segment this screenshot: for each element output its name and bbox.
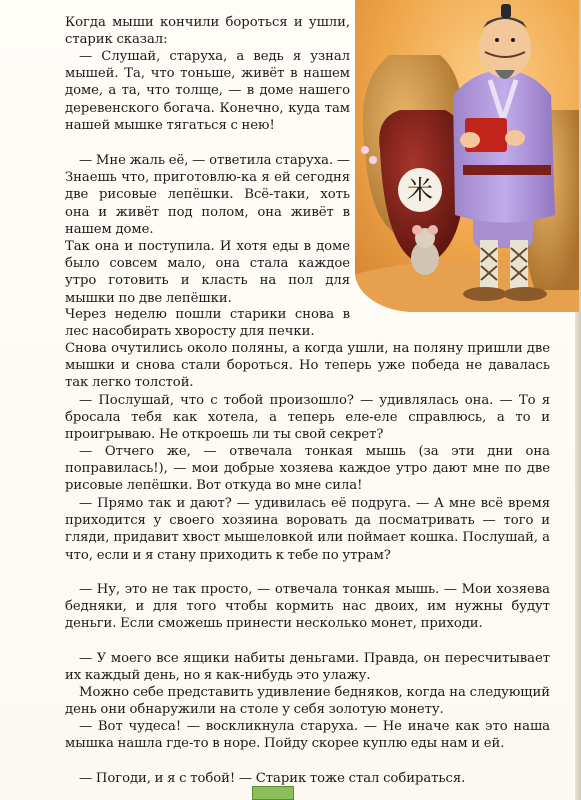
old-man-illustration	[355, 0, 579, 312]
paragraph-13: — Вот чудеса! — воскликнула старуха. — Не иначе как это наша мышка нашла где-то в норе. Пойду скорее куплю еды нам и ей.	[65, 719, 550, 752]
paragraph-1: Когда мыши кончили бороться и ушли, старик сказал:	[65, 15, 350, 48]
paragraph-14: — Погоди, и я с тобой! — Старик тоже стал собираться.	[79, 771, 466, 786]
paragraph-3: — Мне жаль её, — ответила старуха. — Знаешь что, приготовлю-ка я ей сегодня две рисовые лепёшки. Всё-таки, хоть она и живёт под полом, она живёт в нашем доме.	[65, 153, 350, 237]
eye-right	[511, 38, 515, 42]
paragraph-6: Снова очутились около поляны, а когда ушли, на поляну пришли две мышки и снова стали бороться. Но теперь уже победа не давалась так легко толстой.	[65, 341, 550, 391]
paragraph-10: — Ну, это не так просто, — отвечала тонкая мышь. — Мои хозяева бедняки, и для того чтобы кормить нас двоих, им нужны будут деньги. Если сможешь принести несколько монет, приходи.	[65, 582, 550, 632]
head	[479, 18, 531, 78]
sash	[463, 165, 551, 175]
eye-left	[495, 38, 499, 42]
flower	[369, 156, 377, 164]
jar-glyph: 米	[406, 176, 434, 206]
flower	[361, 146, 369, 154]
paragraph-2: — Слушай, старуха, а ведь я узнал мышей. Та, что тоньше, живёт в нашем доме, а та, что толще, — в доме нашего деревенского богача. Конечно, куда там нашей мышке тягаться с нею!	[65, 49, 350, 133]
hand-left	[460, 132, 480, 148]
paragraph-8: — Отчего же, — отвечала тонкая мышь (за эти дни она поправилась!), — мои добрые хозяева каждое утро дают мне по две рисовые лепёшки. Вот откуда во мне сила!	[65, 444, 550, 494]
leg-wrap-right	[510, 240, 528, 290]
folio-tab	[252, 786, 294, 800]
illustration	[355, 0, 579, 312]
paragraph-5: Через неделю пошли старики снова в лес насобирать хворосту для печки.	[65, 307, 350, 340]
mouse-ear-left	[412, 225, 422, 235]
sandal-left	[463, 287, 507, 301]
leg-wrap-left	[480, 240, 498, 290]
paragraph-9: — Прямо так и дают? — удивилась её подруга. — А мне всё время приходится у своего хозяина воровать да посматривать — того и гляди, придавит хвост мышеловкой или поймает кошка. Послушай, а что, если и я стану приходить к тебе по утрам?	[65, 496, 550, 563]
hand-right	[505, 130, 525, 146]
paragraph-12: Можно себе представить удивление бедняков, когда на следующий день они обнаружили на столе у себя золотую монету.	[65, 685, 550, 718]
paragraph-4: Так она и поступила. И хотя еды в доме было совсем мало, она стала каждое утро готовить и класть на пол для мышки по две лепёшки.	[65, 239, 350, 306]
mouse-ear-right	[428, 225, 438, 235]
topknot	[501, 4, 511, 18]
paragraph-11: — У моего все ящики набиты деньгами. Правда, он пересчитывает их каждый день, но я как-нибудь это улажу.	[65, 651, 550, 684]
sandal-right	[503, 287, 547, 301]
paragraph-7: — Послушай, что с тобой произошло? — удивлялась она. — То я бросала тебя как хотела, а теперь еле-еле справлюсь, а то и проигрываю. Не откроешь ли ты свой секрет?	[65, 393, 550, 443]
